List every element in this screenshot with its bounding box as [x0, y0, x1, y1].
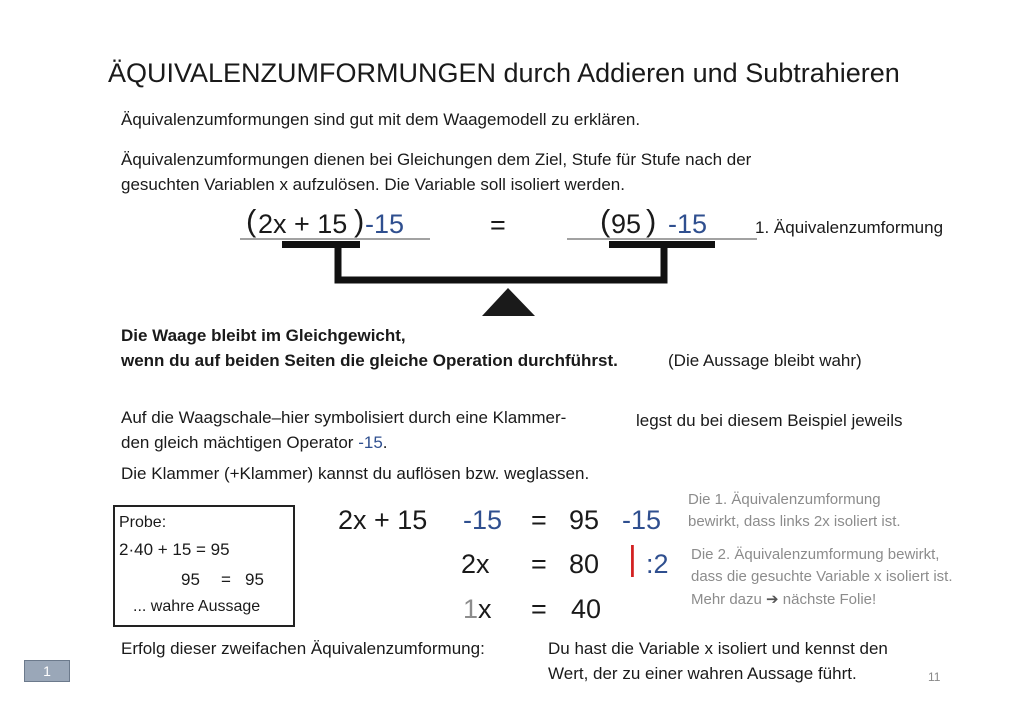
eq2-equals: = — [531, 549, 547, 579]
success-line1: Du hast die Variable x isoliert und kennst den — [548, 639, 888, 658]
eq3-lhs — [463, 594, 492, 625]
eq1-equals: = — [531, 505, 547, 535]
probe-line1: 2·40 + 15 = 95 — [119, 540, 230, 559]
rule-note: (Die Aussage bleibt wahr) — [668, 351, 862, 370]
right-operator: -15 — [668, 209, 708, 239]
explain-operator: -15 — [358, 433, 383, 452]
eq3-rhs: 40 — [571, 594, 602, 624]
left-expression: 2x + 15 — [258, 209, 348, 239]
left-operator: -15 — [365, 209, 405, 239]
eq3-equals: = — [531, 594, 547, 624]
probe-line2-left: 95 — [181, 570, 200, 589]
fulcrum-triangle — [482, 288, 535, 316]
intro-text-line2: gesuchten Variablen x aufzulösen. Die Variable soll isoliert werden. — [121, 175, 625, 194]
probe-label: Probe: — [119, 514, 167, 531]
right-paren-open: ( — [600, 203, 611, 238]
intro-text: Äquivalenzumformungen sind gut mit dem Waagemodell zu erklären. — [121, 110, 641, 129]
note1-line1: Die 1. Äquivalenzumformung — [688, 491, 881, 508]
eq1-op-right: -15 — [622, 505, 662, 535]
eq1-rhs: 95 — [569, 505, 600, 535]
right-paren-close: ) — [646, 203, 657, 238]
note2-line3-link: nächste Folie! — [782, 591, 877, 608]
right-pan — [609, 241, 715, 248]
explain-line2 — [121, 433, 388, 453]
note1-line2: bewirkt, dass links 2x isoliert ist. — [688, 513, 901, 530]
note2-line3 — [691, 590, 876, 608]
note2-line3-text: Mehr dazu — [691, 591, 762, 608]
page-number: 11 — [928, 670, 941, 684]
eq2-lhs: 2x — [461, 549, 490, 579]
eq2-operator: :2 — [646, 549, 669, 579]
balance-beam — [338, 248, 664, 280]
explain-line1: Auf die Waagschale–hier symbolisiert durch eine Klammer- — [121, 408, 567, 427]
probe-result: ... wahre Aussage — [133, 598, 261, 615]
left-paren-close: ) — [354, 203, 365, 238]
rule-text: wenn du auf beiden Seiten die gleiche Operation durchführst. — [121, 351, 618, 370]
step-label: 1. Äquivalenzumformung — [755, 218, 944, 237]
left-pan — [282, 241, 360, 248]
arrow-right-icon: ➔ — [766, 591, 779, 608]
success-line2: Wert, der zu einer wahren Aussage führt. — [548, 664, 857, 683]
page-title: ÄQUIVALENZUMFORMUNGEN durch Addieren und Subtrahieren — [108, 58, 900, 88]
explain-line2-end: . — [382, 433, 388, 452]
klammer-note: Die Klammer (+Klammer) kannst du auflösen bzw. weglassen. — [121, 464, 590, 483]
eq1-lhs: 2x + 15 — [338, 505, 428, 535]
probe-line2-eq: = — [221, 570, 231, 589]
eq3-coefficient: 1 — [463, 594, 479, 624]
note2-line2: dass die gesuchte Variable x isoliert ist. — [691, 568, 953, 585]
slide-nav-button[interactable]: 1 — [24, 660, 70, 682]
balance-equals: = — [490, 210, 506, 240]
right-expression: 95 — [611, 209, 642, 239]
note2-line1: Die 2. Äquivalenzumformung bewirkt, — [691, 546, 940, 563]
explain-line1b: legst du bei diesem Beispiel jeweils — [636, 411, 903, 430]
left-paren-open: ( — [246, 203, 257, 238]
explain-line2-text: den gleich mächtigen Operator — [121, 433, 359, 452]
eq1-op-left: -15 — [463, 505, 503, 535]
probe-line2-right: 95 — [245, 570, 264, 589]
eq2-rhs: 80 — [569, 549, 600, 579]
rule-heading: Die Waage bleibt im Gleichgewicht, — [121, 326, 406, 345]
eq2-divider: | — [628, 540, 637, 578]
intro-text-line1: Äquivalenzumformungen dienen bei Gleichungen dem Ziel, Stufe für Stufe nach der — [121, 150, 752, 169]
eq3-variable: x — [478, 594, 492, 624]
success-label: Erfolg dieser zweifachen Äquivalenzumformung: — [121, 639, 485, 658]
